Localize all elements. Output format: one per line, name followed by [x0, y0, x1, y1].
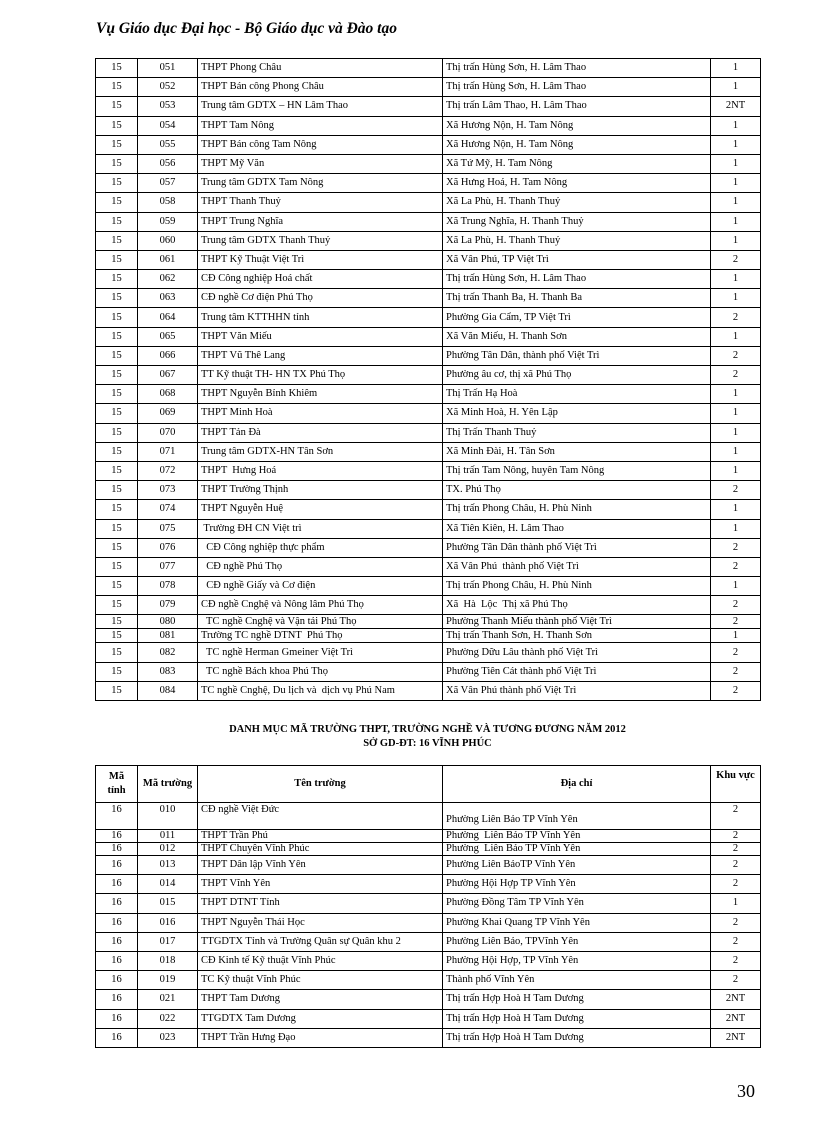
school-code-cell: 015	[138, 894, 198, 913]
school-name-cell: THPT Dân lập Vĩnh Yên	[198, 856, 443, 875]
school-code-cell: 023	[138, 1028, 198, 1047]
school-name-cell: Trường ĐH CN Việt trì	[198, 519, 443, 538]
school-code-cell: 014	[138, 875, 198, 894]
province-code-cell: 15	[96, 231, 138, 250]
address-cell: Xã Tiên Kiên, H. Lâm Thao	[443, 519, 711, 538]
table-row	[96, 894, 761, 913]
school-name-cell: TC nghề Cnghệ, Du lịch và dịch vụ Phú Nam	[198, 681, 443, 700]
table-row	[96, 1028, 761, 1047]
school-code-cell: 068	[138, 385, 198, 404]
region-cell: 1	[711, 231, 761, 250]
school-name-cell: THPT DTNT Tỉnh	[198, 894, 443, 913]
province-code-cell: 15	[96, 615, 138, 629]
school-name-cell: THPT Minh Hoà	[198, 404, 443, 423]
table-row	[96, 681, 761, 700]
school-name-cell: CĐ nghề Cơ điện Phú Thọ	[198, 289, 443, 308]
address-cell: Thị trấn Hợp Hoà H Tam Dương	[443, 1028, 711, 1047]
table-row	[96, 830, 761, 843]
region-cell: 1	[711, 423, 761, 442]
province-code-cell: 15	[96, 538, 138, 557]
region-cell: 1	[711, 59, 761, 78]
region-cell: 1	[711, 154, 761, 173]
school-code-cell: 063	[138, 289, 198, 308]
region-cell: 2	[711, 366, 761, 385]
region-cell: 1	[711, 385, 761, 404]
school-code-cell: 018	[138, 951, 198, 970]
school-name-cell: THPT Nguyễn Bỉnh Khiêm	[198, 385, 443, 404]
table-row	[96, 913, 761, 932]
table-row	[96, 327, 761, 346]
table-row	[96, 662, 761, 681]
school-name-cell: THPT Trung Nghĩa	[198, 212, 443, 231]
province-code-cell: 15	[96, 308, 138, 327]
region-cell: 2	[711, 643, 761, 662]
address-cell: Xã Minh Đài, H. Tân Sơn	[443, 442, 711, 461]
school-code-cell: 070	[138, 423, 198, 442]
school-code-cell: 021	[138, 990, 198, 1009]
school-code-cell: 011	[138, 830, 198, 843]
school-code-cell: 084	[138, 681, 198, 700]
province-code-cell: 15	[96, 461, 138, 480]
school-code-cell: 069	[138, 404, 198, 423]
table-row	[96, 500, 761, 519]
province-code-cell: 15	[96, 212, 138, 231]
address-cell: Thị trấn Hùng Sơn, H. Lâm Thao	[443, 59, 711, 78]
address-cell: Phường Tân Dân, thành phố Việt Trì	[443, 346, 711, 365]
province-code-cell: 15	[96, 59, 138, 78]
school-name-cell: CĐ nghề Cnghệ và Nông lâm Phú Thọ	[198, 596, 443, 615]
province-code-cell: 15	[96, 116, 138, 135]
school-code-cell: 083	[138, 662, 198, 681]
address-cell: Phường âu cơ, thị xã Phú Thọ	[443, 366, 711, 385]
province-code-cell: 15	[96, 193, 138, 212]
table-row	[96, 643, 761, 662]
table-row	[96, 212, 761, 231]
school-name-cell: THPT Bán công Phong Châu	[198, 78, 443, 97]
province-code-cell: 15	[96, 577, 138, 596]
province-code-cell: 15	[96, 174, 138, 193]
table-row	[96, 174, 761, 193]
province-code-cell: 15	[96, 250, 138, 269]
school-name-cell: Trung tâm GDTX-HN Tân Sơn	[198, 442, 443, 461]
school-name-cell: CĐ nghề Việt Đức	[198, 803, 443, 830]
table-row	[96, 135, 761, 154]
province-code-cell: 15	[96, 557, 138, 576]
region-cell: 1	[711, 577, 761, 596]
address-cell: Phường Liên BảoTP Vĩnh Yên	[443, 856, 711, 875]
table-row	[96, 856, 761, 875]
table-row	[96, 951, 761, 970]
region-cell: 2NT	[711, 990, 761, 1009]
table-row	[96, 481, 761, 500]
school-name-cell: Trung tâm GDTX Thanh Thuỷ	[198, 231, 443, 250]
province-code-cell: 15	[96, 596, 138, 615]
school-code-cell: 073	[138, 481, 198, 500]
region-cell: 1	[711, 116, 761, 135]
province-code-cell: 15	[96, 327, 138, 346]
address-cell: Xã Tứ Mỹ, H. Tam Nông	[443, 154, 711, 173]
school-name-cell: Trường TC nghề DTNT Phú Thọ	[198, 629, 443, 643]
province-code-cell: 16	[96, 894, 138, 913]
province-code-cell: 15	[96, 135, 138, 154]
school-name-cell: CĐ nghề Phú Thọ	[198, 557, 443, 576]
school-code-cell: 064	[138, 308, 198, 327]
province-code-cell: 15	[96, 346, 138, 365]
school-name-cell: CĐ nghề Giấy và Cơ điện	[198, 577, 443, 596]
province-code-cell: 15	[96, 289, 138, 308]
region-cell: 1	[711, 212, 761, 231]
school-name-cell: TC nghề Herman Gmeiner Việt Trì	[198, 643, 443, 662]
school-name-cell: THPT Vũ Thê Lang	[198, 346, 443, 365]
region-cell: 2	[711, 803, 761, 830]
school-name-cell: THPT Bán công Tam Nông	[198, 135, 443, 154]
school-code-cell: 013	[138, 856, 198, 875]
address-cell: Xã Minh Hoà, H. Yên Lập	[443, 404, 711, 423]
address-cell: Thị trấn Phong Châu, H. Phù Ninh	[443, 500, 711, 519]
province-code-cell: 16	[96, 830, 138, 843]
school-code-cell: 019	[138, 971, 198, 990]
header-province-code: Mã tỉnh	[96, 766, 138, 803]
school-name-cell: TC nghề Bách khoa Phú Thọ	[198, 662, 443, 681]
page-number: 30	[737, 1081, 755, 1101]
region-cell: 2	[711, 538, 761, 557]
table-row	[96, 250, 761, 269]
school-name-cell: Trung tâm KTTHHN tỉnh	[198, 308, 443, 327]
region-cell: 2NT	[711, 1009, 761, 1028]
school-name-cell: CĐ Kinh tế Kỹ thuật Vĩnh Phúc	[198, 951, 443, 970]
school-code-cell: 067	[138, 366, 198, 385]
school-name-cell: THPT Kỹ Thuật Việt Trì	[198, 250, 443, 269]
table-row	[96, 1009, 761, 1028]
province-code-cell: 16	[96, 971, 138, 990]
address-cell: Xã La Phù, H. Thanh Thuỷ	[443, 231, 711, 250]
address-cell: Thị trấn Hùng Sơn, H. Lâm Thao	[443, 270, 711, 289]
school-name-cell: THPT Trần Phú	[198, 830, 443, 843]
region-cell: 1	[711, 174, 761, 193]
school-code-cell: 059	[138, 212, 198, 231]
table-row	[96, 519, 761, 538]
school-code-cell: 076	[138, 538, 198, 557]
school-code-cell: 017	[138, 932, 198, 951]
region-cell: 2	[711, 830, 761, 843]
table-row	[96, 990, 761, 1009]
province-code-cell: 16	[96, 843, 138, 856]
school-code-cell: 081	[138, 629, 198, 643]
table-row	[96, 366, 761, 385]
school-name-cell: THPT Văn Miếu	[198, 327, 443, 346]
region-cell: 2	[711, 843, 761, 856]
school-name-cell: THPT Chuyên Vĩnh Phúc	[198, 843, 443, 856]
school-code-cell: 080	[138, 615, 198, 629]
school-name-cell: CĐ Công nghiệp thực phẩm	[198, 538, 443, 557]
table-row	[96, 538, 761, 557]
region-cell: 1	[711, 519, 761, 538]
table-row	[96, 308, 761, 327]
table-row	[96, 932, 761, 951]
province-code-cell: 16	[96, 913, 138, 932]
province-code-cell: 15	[96, 97, 138, 116]
table-row	[96, 346, 761, 365]
school-name-cell: THPT Trần Hưng Đạo	[198, 1028, 443, 1047]
region-cell: 2	[711, 346, 761, 365]
school-name-cell: THPT Nguyễn Huệ	[198, 500, 443, 519]
address-cell: Thị Trấn Thanh Thuỷ	[443, 423, 711, 442]
table-row	[96, 557, 761, 576]
region-cell: 2	[711, 951, 761, 970]
school-code-cell: 054	[138, 116, 198, 135]
table-row	[96, 193, 761, 212]
province-code-cell: 15	[96, 78, 138, 97]
school-code-cell: 057	[138, 174, 198, 193]
school-table-phu-tho	[95, 58, 761, 701]
province-code-cell: 15	[96, 643, 138, 662]
school-name-cell: THPT Tản Đà	[198, 423, 443, 442]
address-cell: Xã Vân Phú, TP Việt Trì	[443, 250, 711, 269]
province-code-cell: 15	[96, 500, 138, 519]
address-cell: Xã Hưng Hoá, H. Tam Nông	[443, 174, 711, 193]
address-cell: Xã Hà Lộc Thị xã Phú Thọ	[443, 596, 711, 615]
school-name-cell: THPT Vĩnh Yên	[198, 875, 443, 894]
region-cell: 2	[711, 596, 761, 615]
school-code-cell: 022	[138, 1009, 198, 1028]
school-code-cell: 061	[138, 250, 198, 269]
region-cell: 2	[711, 250, 761, 269]
region-cell: 1	[711, 442, 761, 461]
section-title: DANH MỤC MÃ TRƯỜNG THPT, TRƯỜNG NGHỀ VÀ TƯƠNG ĐƯƠNG NĂM 2012	[229, 724, 626, 735]
region-cell: 2	[711, 557, 761, 576]
table-row	[96, 289, 761, 308]
school-name-cell: Trung tâm GDTX – HN Lâm Thao	[198, 97, 443, 116]
school-code-cell: 077	[138, 557, 198, 576]
school-name-cell: TTGDTX Tam Dương	[198, 1009, 443, 1028]
table-row	[96, 59, 761, 78]
table-row	[96, 385, 761, 404]
address-cell: Xã La Phù, H. Thanh Thuỷ	[443, 193, 711, 212]
school-name-cell: TC nghề Cnghệ và Vận tải Phú Thọ	[198, 615, 443, 629]
table-row	[96, 596, 761, 615]
address-cell: Phường Tiên Cát thành phố Việt Trì	[443, 662, 711, 681]
table-row	[96, 803, 761, 830]
school-name-cell: THPT Thanh Thuỷ	[198, 193, 443, 212]
school-code-cell: 062	[138, 270, 198, 289]
table-header-row	[96, 766, 761, 803]
region-cell: 2	[711, 662, 761, 681]
table-row	[96, 116, 761, 135]
school-name-cell: THPT Mỹ Văn	[198, 154, 443, 173]
table-row	[96, 629, 761, 643]
school-table-vinh-phuc	[95, 765, 761, 1048]
region-cell: 1	[711, 500, 761, 519]
school-name-cell: TTGDTX Tỉnh và Trường Quân sự Quân khu 2	[198, 932, 443, 951]
province-code-cell: 15	[96, 629, 138, 643]
address-cell: Phường Liên Bảo TP Vĩnh Yên	[443, 803, 711, 830]
province-code-cell: 15	[96, 481, 138, 500]
region-cell: 1	[711, 894, 761, 913]
school-name-cell: THPT Trường Thịnh	[198, 481, 443, 500]
address-cell: Phường Liên Bảo, TPVĩnh Yên	[443, 932, 711, 951]
province-code-cell: 15	[96, 423, 138, 442]
table-row	[96, 154, 761, 173]
address-cell: Thị trấn Hợp Hoà H Tam Dương	[443, 1009, 711, 1028]
table-row	[96, 442, 761, 461]
address-cell: Phường Dữu Lâu thành phố Việt Trì	[443, 643, 711, 662]
school-name-cell: THPT Tam Dương	[198, 990, 443, 1009]
school-code-cell: 074	[138, 500, 198, 519]
school-code-cell: 071	[138, 442, 198, 461]
table-row	[96, 404, 761, 423]
province-code-cell: 16	[96, 875, 138, 894]
region-cell: 2	[711, 856, 761, 875]
region-cell: 1	[711, 461, 761, 480]
province-code-cell: 16	[96, 1028, 138, 1047]
province-code-cell: 16	[96, 990, 138, 1009]
table-row	[96, 231, 761, 250]
table-row	[96, 843, 761, 856]
region-cell: 2NT	[711, 97, 761, 116]
address-cell: Phường Hội Hợp, TP Vĩnh Yên	[443, 951, 711, 970]
header-region: Khu vực	[711, 766, 761, 803]
address-cell: Phường Khai Quang TP Vĩnh Yên	[443, 913, 711, 932]
school-name-cell: THPT Nguyễn Thái Học	[198, 913, 443, 932]
region-cell: 2NT	[711, 1028, 761, 1047]
school-code-cell: 051	[138, 59, 198, 78]
region-cell: 2	[711, 932, 761, 951]
school-code-cell: 072	[138, 461, 198, 480]
region-cell: 1	[711, 404, 761, 423]
province-code-cell: 16	[96, 951, 138, 970]
address-cell: Thị trấn Hợp Hoà H Tam Dương	[443, 990, 711, 1009]
province-code-cell: 15	[96, 662, 138, 681]
school-name-cell: TT Kỹ thuật TH- HN TX Phú Thọ	[198, 366, 443, 385]
header-address: Địa chỉ	[443, 766, 711, 803]
school-code-cell: 078	[138, 577, 198, 596]
region-cell: 2	[711, 615, 761, 629]
school-code-cell: 010	[138, 803, 198, 830]
address-cell: Phường Gia Cẩm, TP Việt Trì	[443, 308, 711, 327]
school-code-cell: 058	[138, 193, 198, 212]
school-code-cell: 065	[138, 327, 198, 346]
region-cell: 2	[711, 913, 761, 932]
table-row	[96, 78, 761, 97]
school-code-cell: 055	[138, 135, 198, 154]
school-code-cell: 012	[138, 843, 198, 856]
school-name-cell: CĐ Công nghiệp Hoá chất	[198, 270, 443, 289]
address-cell: Phường Liên Bảo TP Vĩnh Yên	[443, 830, 711, 843]
address-cell: Xã Văn Miếu, H. Thanh Sơn	[443, 327, 711, 346]
address-cell: Phường Liên Bảo TP Vĩnh Yên	[443, 843, 711, 856]
province-code-cell: 15	[96, 270, 138, 289]
address-cell: Thị trấn Thanh Sơn, H. Thanh Sơn	[443, 629, 711, 643]
table-row	[96, 270, 761, 289]
region-cell: 2	[711, 971, 761, 990]
table-row	[96, 615, 761, 629]
table-row	[96, 461, 761, 480]
address-cell: Thị trấn Phong Châu, H. Phù Ninh	[443, 577, 711, 596]
school-code-cell: 053	[138, 97, 198, 116]
region-cell: 1	[711, 193, 761, 212]
province-code-cell: 16	[96, 856, 138, 875]
address-cell: Thị trấn Lâm Thao, H. Lâm Thao	[443, 97, 711, 116]
table-row	[96, 577, 761, 596]
province-code-cell: 15	[96, 519, 138, 538]
region-cell: 1	[711, 270, 761, 289]
address-cell: TX. Phú Thọ	[443, 481, 711, 500]
school-name-cell: THPT Tam Nông	[198, 116, 443, 135]
region-cell: 2	[711, 308, 761, 327]
page-header: Vụ Giáo dục Đại học - Bộ Giáo dục và Đào tạo	[96, 20, 397, 37]
header-school-code: Mã trường	[138, 766, 198, 803]
school-name-cell: TC Kỹ thuật Vĩnh Phúc	[198, 971, 443, 990]
address-cell: Thị trấn Thanh Ba, H. Thanh Ba	[443, 289, 711, 308]
address-cell: Thị trấn Hùng Sơn, H. Lâm Thao	[443, 78, 711, 97]
province-code-cell: 16	[96, 932, 138, 951]
school-code-cell: 052	[138, 78, 198, 97]
address-cell: Xã Hương Nộn, H. Tam Nông	[443, 135, 711, 154]
region-cell: 1	[711, 629, 761, 643]
region-cell: 2	[711, 681, 761, 700]
province-code-cell: 16	[96, 803, 138, 830]
table-row	[96, 875, 761, 894]
address-cell: Phường Thanh Miếu thành phố Việt Trì	[443, 615, 711, 629]
table-row	[96, 97, 761, 116]
address-cell: Phường Đồng Tâm TP Vĩnh Yên	[443, 894, 711, 913]
table-row	[96, 971, 761, 990]
address-cell: Xã Hương Nộn, H. Tam Nông	[443, 116, 711, 135]
province-code-cell: 15	[96, 442, 138, 461]
province-code-cell: 15	[96, 154, 138, 173]
address-cell: Xã Trung Nghĩa, H. Thanh Thuỷ	[443, 212, 711, 231]
region-cell: 1	[711, 78, 761, 97]
school-code-cell: 079	[138, 596, 198, 615]
region-cell: 1	[711, 135, 761, 154]
school-code-cell: 060	[138, 231, 198, 250]
province-code-cell: 15	[96, 366, 138, 385]
school-code-cell: 016	[138, 913, 198, 932]
region-cell: 1	[711, 327, 761, 346]
school-code-cell: 075	[138, 519, 198, 538]
province-code-cell: 15	[96, 385, 138, 404]
address-cell: Thành phố Vĩnh Yên	[443, 971, 711, 990]
section-subtitle: SỞ GD-ĐT: 16 VĨNH PHÚC	[363, 738, 492, 749]
school-code-cell: 082	[138, 643, 198, 662]
region-cell: 1	[711, 289, 761, 308]
address-cell: Phường Hội Hợp TP Vĩnh Yên	[443, 875, 711, 894]
school-code-cell: 056	[138, 154, 198, 173]
address-cell: Xã Vân Phú thành phố Việt Trì	[443, 681, 711, 700]
province-code-cell: 15	[96, 681, 138, 700]
school-code-cell: 066	[138, 346, 198, 365]
region-cell: 2	[711, 875, 761, 894]
address-cell: Thị Trấn Hạ Hoà	[443, 385, 711, 404]
province-code-cell: 16	[96, 1009, 138, 1028]
school-name-cell: Trung tâm GDTX Tam Nông	[198, 174, 443, 193]
province-code-cell: 15	[96, 404, 138, 423]
table-row	[96, 423, 761, 442]
school-name-cell: THPT Phong Châu	[198, 59, 443, 78]
region-cell: 2	[711, 481, 761, 500]
address-cell: Xã Vân Phú thành phố Việt Trì	[443, 557, 711, 576]
address-cell: Phường Tân Dân thành phố Việt Trì	[443, 538, 711, 557]
address-cell: Thị trấn Tam Nông, huyên Tam Nông	[443, 461, 711, 480]
school-name-cell: THPT Hưng Hoá	[198, 461, 443, 480]
header-school-name: Tên trường	[198, 766, 443, 803]
